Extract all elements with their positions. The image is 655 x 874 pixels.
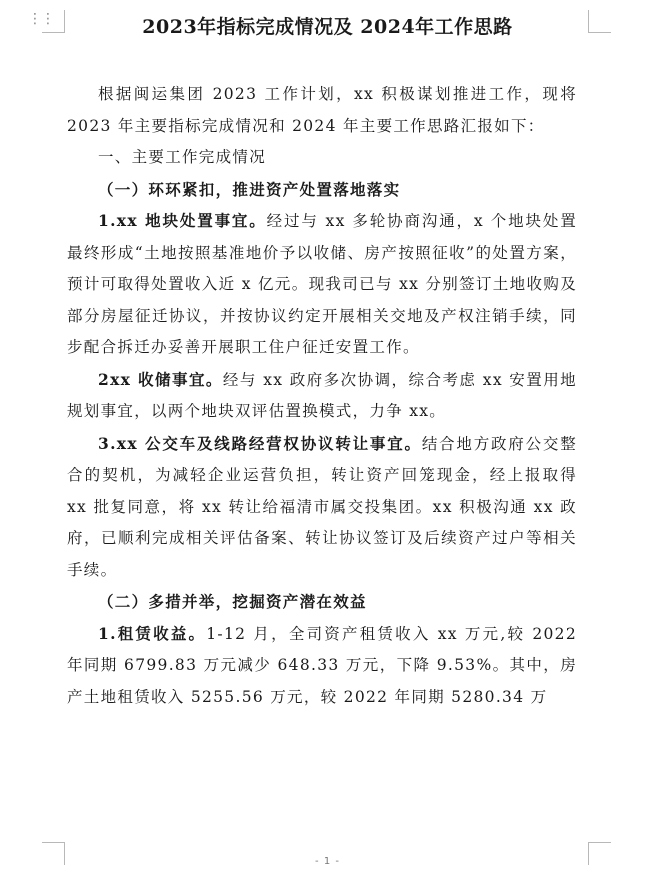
item-lead: 1.租赁收益。 [98, 623, 207, 643]
document-body [67, 79, 577, 713]
item-lead: 2xx 收储事宜。 [98, 369, 223, 389]
list-item [67, 205, 577, 364]
list-item [67, 364, 577, 428]
item-body: 1-12 月，全司资产租赁收入 xx 万元,较 2022 年同期 6799.83 万元减少 648.33 万元，下降 9.53%。其中，房产土地租赁收入 5255.56 万元，较 2022 年同期 5280.34 万 [67, 624, 577, 706]
subsection-heading: （一）环环紧扣，推进资产处置落地落实 [98, 179, 401, 199]
subsection-heading: （二）多措并举，挖掘资产潜在效益 [98, 592, 367, 611]
item-lead: 1.xx 地块处置事宜。 [98, 211, 267, 230]
intro-paragraph: 根据闽运集团 2023 工作计划，xx 积极谋划推进工作，现将 2023 年主要指标完成情况和 2024 年主要工作思路汇报如下： [67, 85, 577, 135]
drag-handle-icon[interactable]: ⋮⋮ [28, 11, 54, 27]
page-number: - 1 - [315, 856, 340, 867]
item-lead: 3.xx 公交车及线路经营权协议转让事宜。 [98, 433, 422, 453]
section-heading: 一、主要工作完成情况 [98, 148, 267, 166]
list-item [67, 618, 577, 714]
document-title: 2023年指标完成情况及 2024年工作思路 [142, 16, 513, 38]
list-item [67, 428, 577, 587]
item-body: 经过与 xx 多轮协商沟通，x 个地块处置最终形成“土地按照基准地价予以收储、房产按照征收”的处置方案，预计可取得处置收入近 x 亿元。现我司已与 xx 分别签订土地收购及部分房屋征迁协议，并按协议约定开展相关交地及产权注销手续，同步配合拆迁办妥善开展职工住户征迁安置工作。 [67, 212, 577, 356]
item-body: 结合地方政府公交整合的契机，为减轻企业运营负担，转让资产回笼现金，经上报取得 xx 批复同意，将 xx 转让给福清市属交投集团。xx 积极沟通 xx 政府，已顺利完成相关评估备案、转让协议签订及后续资产过户等相关手续。 [67, 434, 577, 579]
item-body: 经与 xx 政府多次协调，综合考虑 xx 安置用地规划事宜，以两个地块双评估置换模式，力争 xx。 [67, 370, 577, 420]
